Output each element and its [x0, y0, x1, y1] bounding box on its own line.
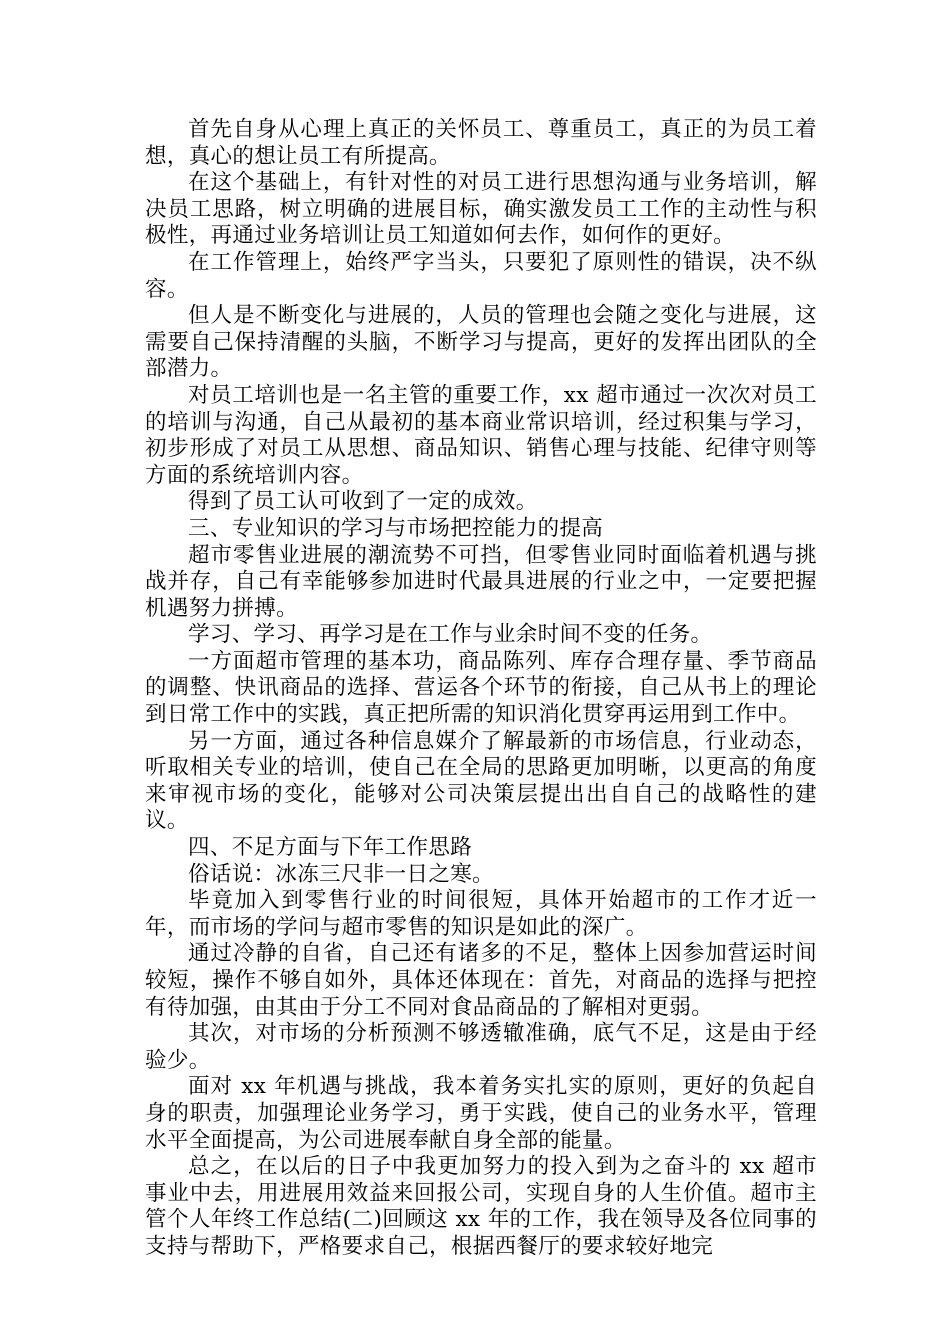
section-heading-3: 三、专业知识的学习与市场把控能力的提高: [188, 515, 604, 541]
paragraph-keep-learning: 学习、学习、再学习是在工作与业余时间不变的任务。: [188, 622, 713, 648]
paragraph-training-results: 得到了员工认可收到了一定的成效。: [188, 489, 538, 515]
document-body: [145, 117, 817, 1261]
paragraph-proverb: 俗话说：冰冻三尺非一日之寒。: [188, 861, 494, 887]
paragraph-market-info: 另一方面，通过各种信息媒介了解最新的市场信息，行业动态，听取相关专业的培训，使自己在全局的思路更加明晰，以更高的角度来审视市场的变化，能够对公司决策层提出出自自己的战略性的建议。: [145, 728, 817, 834]
paragraph-basic-skills: 一方面超市管理的基本功，商品陈列、库存合理存量、季节商品的调整、快讯商品的选择、营运各个环节的衔接，自己从书上的理论到日常工作中的实践，真正把所需的知识消化贯穿再运用到工作中。: [145, 648, 817, 728]
paragraph-shortcomings: 通过冷静的自省，自己还有诸多的不足，整体上因参加营运时间较短，操作不够自如外，具体还体现在：首先，对商品的选择与把控有待加强，由其由于分工不同对食品商品的了解相对更弱。: [145, 941, 817, 1020]
paragraph-staff-training-basis: 在这个基础上，有针对性的对员工进行思想沟通与业务培训，解决员工思路，树立明确的进展目标，确实激发员工工作的主动性与积极性，再通过业务培训让员工知道如何去作，如何作的更好。: [145, 170, 817, 249]
paragraph-training-content: 对员工培训也是一名主管的重要工作，xx 超市通过一次次对员工的培训与沟通，自己从最初的基本商业常识培训，经过积集与学习，初步形成了对员工从思想、商品知识、销售心理与技能、纪律守则等方面的系统培训内容。: [145, 382, 817, 488]
paragraph-people-change: 但人是不断变化与进展的，人员的管理也会随之变化与进展，这需要自己保持清醒的头脑，不断学习与提高，更好的发挥出团队的全部潜力。: [145, 303, 817, 382]
paragraph-retail-trend: 超市零售业进展的潮流势不可挡，但零售业同时面临着机遇与挑战并存，自己有幸能够参加进时代最具进展的行业之中，一定要把握机遇努力拼搏。: [145, 542, 817, 621]
paragraph-next-year: 面对 xx 年机遇与挑战，我本着务实扎实的原则，更好的负起自身的职责，加强理论业务学习，勇于实践，使自己的业务水平，管理水平全面提高，为公司进展奉献自身全部的能量。: [145, 1074, 817, 1153]
paragraph-care-for-staff: 首先自身从心理上真正的关怀员工、尊重员工，真正的为员工着想，真心的想让员工有所提高。: [145, 117, 817, 169]
paragraph-market-analysis: 其次，对市场的分析预测不够透辙准确，底气不足，这是由于经验少。: [145, 1021, 817, 1073]
paragraph-conclusion: 总之，在以后的日子中我更加努力的投入到为之奋斗的 xx 超市事业中去，用进展用效益来回报公司，实现自身的人生价值。超市主管个人年终工作总结(二)回顾这 xx 年的工作，我在领导及各位同事的支持与帮助下，严格要求自己，根据西餐厅的要求较好地完: [145, 1154, 817, 1259]
paragraph-strict-management: 在工作管理上，始终严字当头，只要犯了原则性的错误，决不纵容。: [145, 249, 817, 302]
section-heading-4: 四、不足方面与下年工作思路: [188, 835, 473, 861]
paragraph-short-time: 毕竟加入到零售行业的时间很短，具体开始超市的工作才近一年，而市场的学问与超市零售的知识是如此的深广。: [145, 888, 817, 940]
